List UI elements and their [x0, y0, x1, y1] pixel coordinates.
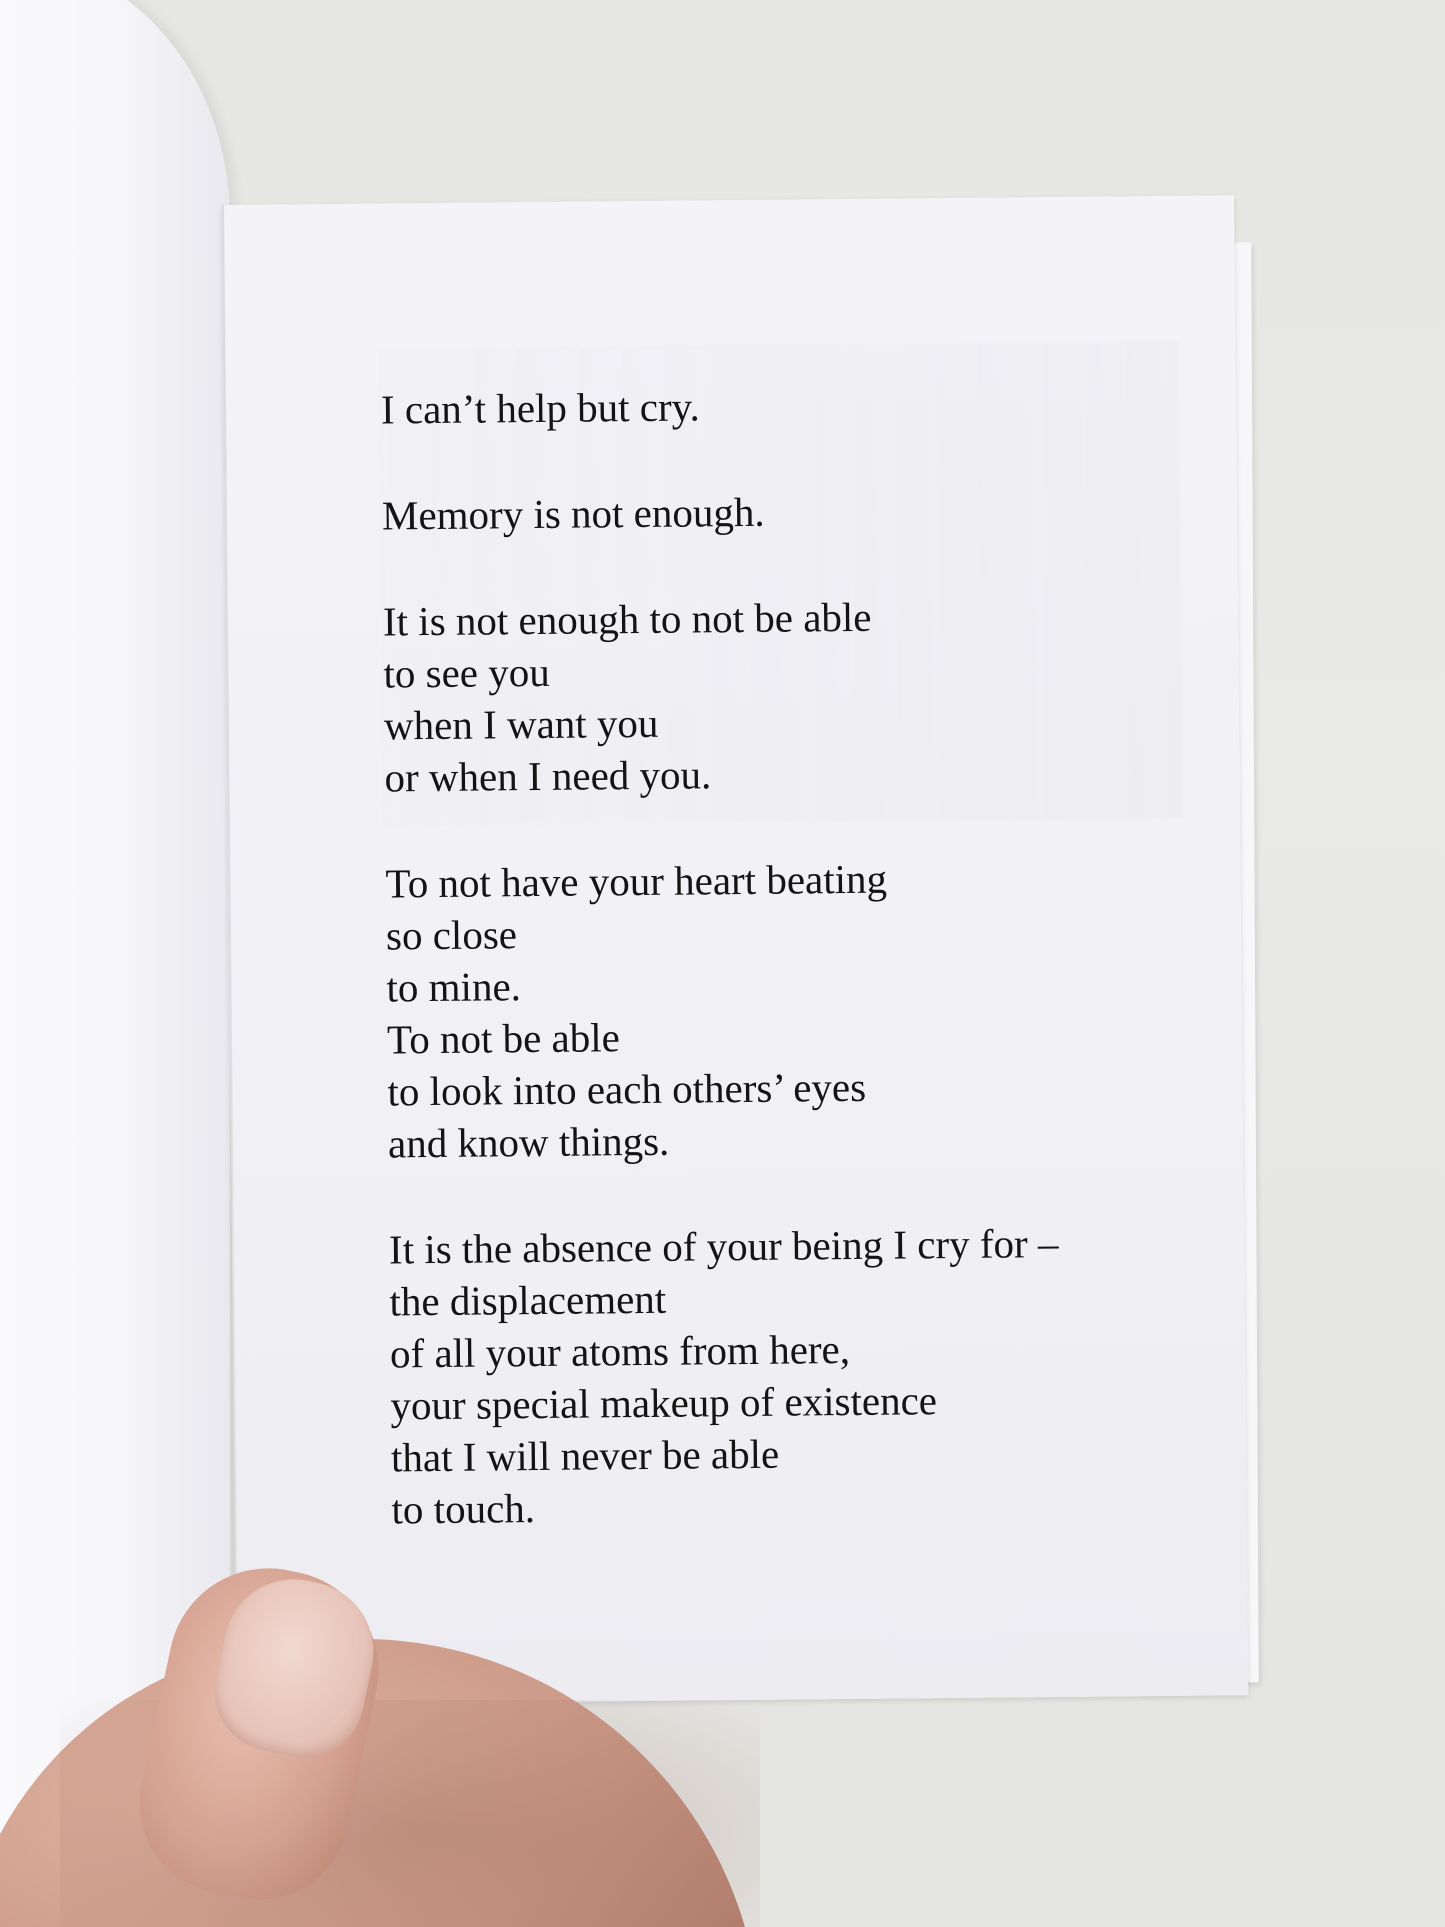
- right-page: [222, 195, 1248, 1705]
- poem-line: your special makeup of existence: [390, 1377, 938, 1429]
- stanza-2: [382, 482, 1202, 542]
- poem-line: and know things.: [387, 1117, 670, 1167]
- poem-line: To not be able: [386, 1014, 621, 1063]
- stanza-1: [381, 376, 1201, 436]
- poem-line: of all your atoms from here,: [389, 1326, 851, 1377]
- stanza-5: [389, 1216, 1212, 1536]
- poem-line: to see you: [383, 648, 550, 697]
- poem-line: so close: [385, 911, 518, 959]
- poem-line: to touch.: [391, 1485, 536, 1533]
- poem-line: when I want you: [383, 699, 659, 749]
- poem-line: or when I need you.: [384, 751, 712, 801]
- poem-line: Memory is not enough.: [381, 488, 765, 539]
- poem-line: To not have your heart beating: [385, 855, 888, 907]
- stanza-4: [385, 850, 1208, 1170]
- poem-line: I can’t help but cry.: [380, 383, 700, 433]
- poem: [381, 376, 1213, 1590]
- poem-line: to mine.: [386, 963, 522, 1011]
- poem-line: It is the absence of your being I cry for –: [388, 1220, 1059, 1273]
- poem-line: It is not enough to not be able: [382, 593, 872, 645]
- poem-line: the displacement: [389, 1275, 667, 1325]
- poem-line: that I will never be able: [390, 1430, 780, 1481]
- stanza-3: [383, 588, 1205, 804]
- poem-line: to look into each others’ eyes: [387, 1063, 867, 1115]
